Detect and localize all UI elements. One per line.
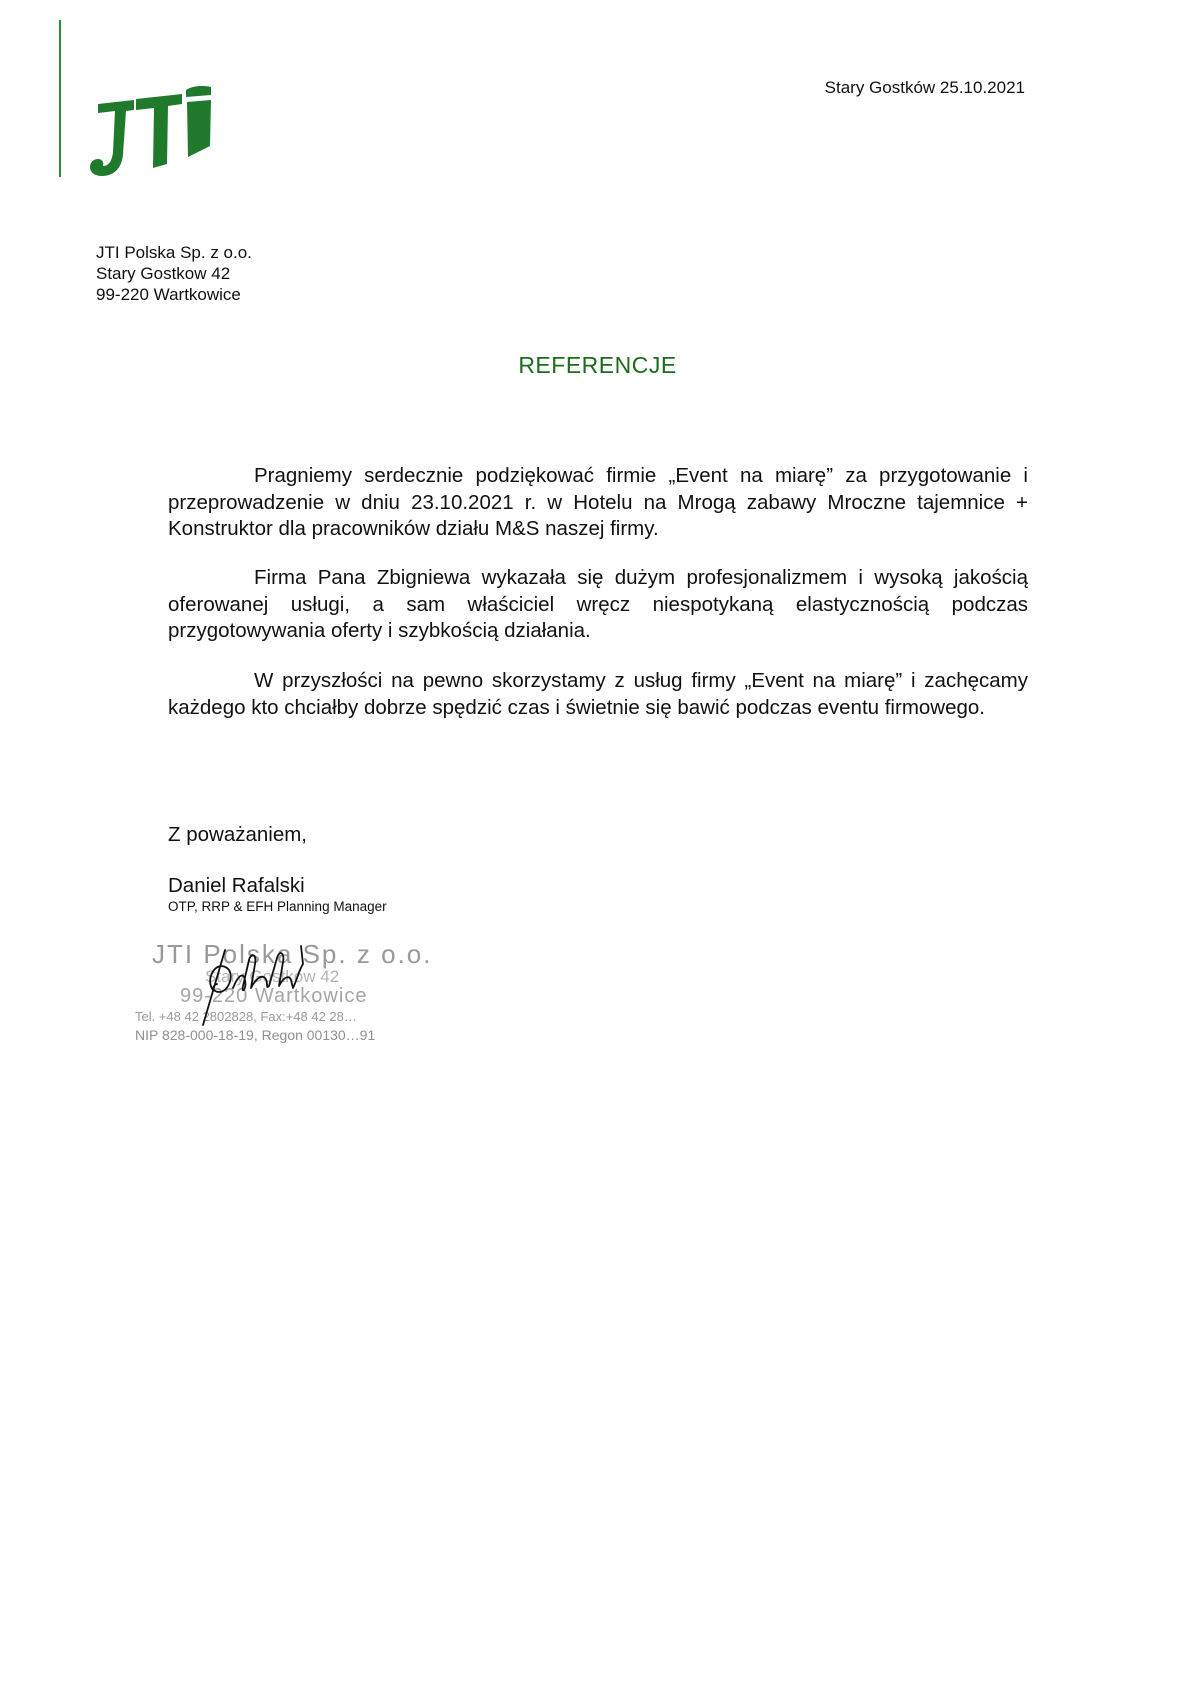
signer-name: Daniel Rafalski [168,874,305,897]
stamp-city: 99-220 Wartkowice [180,985,368,1007]
jti-logo-icon [90,82,212,180]
company-stamp [130,935,433,1050]
document-title: REFERENCJE [518,352,677,378]
logo-divider-line [59,20,61,177]
body-paragraph-professionalism: Firma Pana Zbigniewa wykazała się dużym profesjonalizmem i wysoką jakością oferowanej usługi, a sam właściciel wręcz niespotykaną elastycznością podczas przygotowywania oferty i szybkością działania. [168,566,1028,642]
body-paragraph-thanks: Pragniemy serdecznie podziękować firmie „Event na miarę” za przygotowanie i przeprowadzenie w dniu 23.10.2021 r. w Hotelu na Mrogą zabawy Mroczne tajemnice + Konstruktor dla pracowników działu M&S naszej firmy. [168,464,1028,540]
stamp-company-name: JTI Polska Sp. z o.o. [152,939,433,969]
body-paragraph-recommendation: W przyszłości na pewno skorzystamy z usług firmy „Event na miarę” i zachęcamy każdego kto chciałby dobrze spędzić czas i świetnie się bawić podczas eventu firmowego. [168,669,1028,719]
stamp-phone-fax: Tel. +48 42 2802828, Fax:+48 42 28… [135,1009,357,1024]
address-line-company: JTI Polska Sp. z o.o. [96,243,252,262]
closing-salutation: Z poważaniem, [168,823,308,846]
sender-address [96,242,252,305]
handwritten-signature-icon [185,930,325,1040]
stamp-nip-regon: NIP 828-000-18-19, Regon 00130…91 [135,1027,376,1043]
address-line-street: Stary Gostkow 42 [96,264,231,283]
signer-role: OTP, RRP & EFH Planning Manager [168,899,387,914]
stamp-street: Stary Gostków 42 [205,967,340,986]
address-line-city: 99-220 Wartkowice [96,285,241,304]
jti-logo [90,82,212,180]
place-and-date: Stary Gostków 25.10.2021 [824,78,1025,97]
